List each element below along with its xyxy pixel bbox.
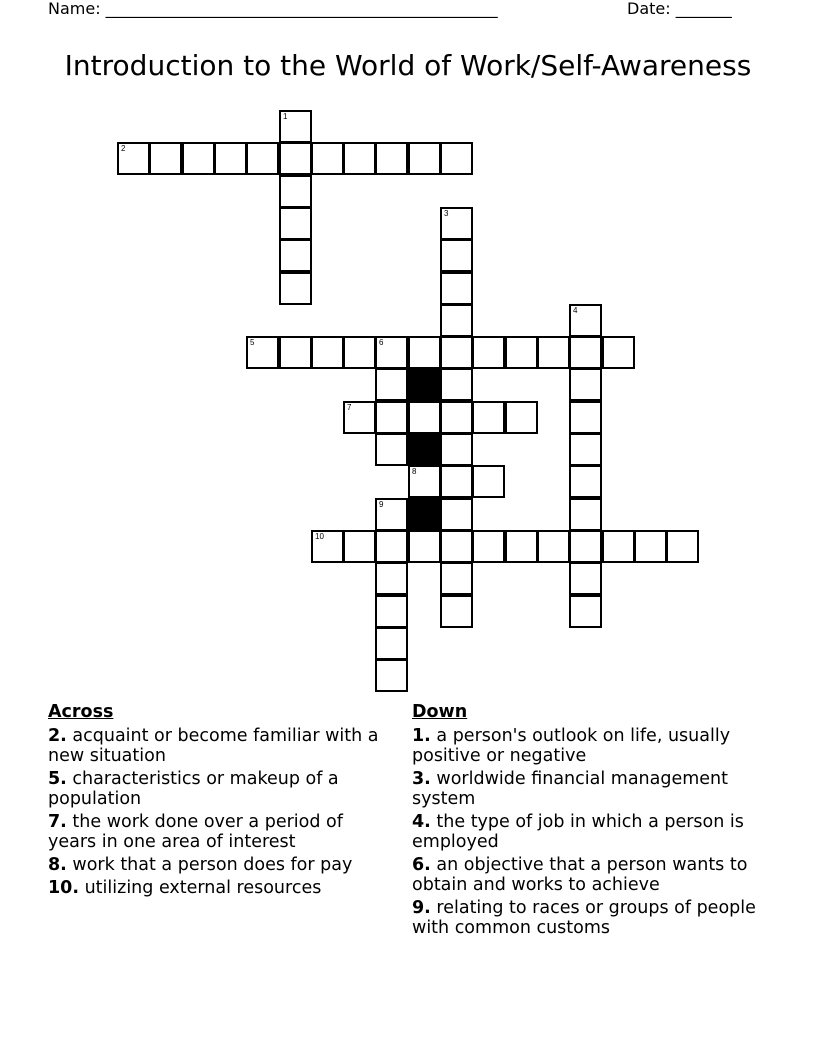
grid-cell[interactable] [440, 336, 473, 369]
across-heading: Across [48, 702, 114, 722]
clue-number: 10. [48, 878, 80, 898]
clue-text: relating to races or groups of people with common customs [412, 898, 756, 938]
grid-cell[interactable] [408, 142, 441, 175]
clue-text: an objective that a person wants to obtain and works to achieve [412, 855, 748, 895]
grid-cell[interactable] [472, 465, 505, 498]
grid-cell[interactable] [279, 175, 312, 208]
grid-cell[interactable] [408, 465, 441, 498]
grid-cell[interactable] [569, 336, 602, 369]
grid-cell[interactable] [505, 336, 538, 369]
clue-number-label: 7 [347, 403, 352, 412]
grid-cell[interactable] [375, 368, 408, 401]
grid-cell[interactable] [311, 142, 344, 175]
grid-cell[interactable] [472, 530, 505, 563]
down-clue [412, 855, 757, 895]
grid-cell[interactable] [343, 142, 376, 175]
across-clue [48, 855, 393, 875]
grid-cell[interactable] [440, 142, 473, 175]
clue-number-label: 3 [444, 209, 449, 218]
grid-cell[interactable] [182, 142, 215, 175]
clue-text: a person's outlook on life, usually positive or negative [412, 726, 731, 766]
grid-cell[interactable] [569, 595, 602, 628]
down-clue [412, 769, 757, 809]
grid-cell[interactable] [505, 401, 538, 434]
grid-cell[interactable] [214, 142, 247, 175]
grid-cell[interactable] [569, 304, 602, 337]
across-clue [48, 878, 393, 898]
grid-cell[interactable] [246, 336, 279, 369]
clue-number: 6. [412, 855, 431, 875]
grid-cell[interactable] [666, 530, 699, 563]
clue-text: characteristics or makeup of a population [48, 769, 339, 809]
down-clues [412, 702, 757, 941]
clue-number: 4. [412, 812, 431, 832]
clue-text: the work done over a period of years in one area of interest [48, 812, 343, 852]
grid-cell[interactable] [343, 336, 376, 369]
clue-number: 1. [412, 726, 431, 746]
grid-cell[interactable] [279, 110, 312, 143]
down-heading: Down [412, 702, 468, 722]
grid-cell[interactable] [408, 401, 441, 434]
clue-number: 8. [48, 855, 67, 875]
grid-cell[interactable] [440, 272, 473, 305]
grid-cell[interactable] [375, 659, 408, 692]
grid-cell[interactable] [408, 336, 441, 369]
name-field-label: Name: _________________________________________________ [48, 0, 498, 18]
grid-cell[interactable] [375, 433, 408, 466]
clue-number: 2. [48, 726, 67, 746]
grid-block-cell [408, 368, 441, 401]
clue-number: 7. [48, 812, 67, 832]
grid-cell[interactable] [279, 336, 312, 369]
clue-number: 5. [48, 769, 67, 789]
grid-cell[interactable] [440, 401, 473, 434]
grid-cell[interactable] [246, 142, 279, 175]
clue-number: 9. [412, 898, 431, 918]
grid-cell[interactable] [440, 433, 473, 466]
grid-cell[interactable] [408, 530, 441, 563]
across-clue [48, 812, 393, 852]
clue-text: work that a person does for pay [72, 855, 353, 875]
clue-number-label: 5 [250, 338, 255, 347]
grid-cell[interactable] [440, 207, 473, 240]
grid-cell[interactable] [440, 498, 473, 531]
grid-cell[interactable] [537, 530, 570, 563]
clue-number-label: 10 [315, 532, 324, 541]
grid-cell[interactable] [569, 530, 602, 563]
grid-cell[interactable] [343, 401, 376, 434]
grid-cell[interactable] [472, 401, 505, 434]
grid-cell[interactable] [602, 336, 635, 369]
across-clues [48, 702, 393, 901]
clue-number: 3. [412, 769, 431, 789]
clue-number-label: 9 [379, 500, 384, 509]
grid-cell[interactable] [375, 530, 408, 563]
grid-cell[interactable] [634, 530, 667, 563]
grid-cell[interactable] [117, 142, 150, 175]
grid-cell[interactable] [375, 627, 408, 660]
grid-cell[interactable] [311, 336, 344, 369]
grid-cell[interactable] [375, 401, 408, 434]
date-field-label: Date: _______ [627, 0, 732, 18]
grid-cell[interactable] [440, 304, 473, 337]
grid-cell[interactable] [279, 272, 312, 305]
clue-text: utilizing external resources [84, 878, 322, 898]
grid-cell[interactable] [311, 530, 344, 563]
grid-cell[interactable] [569, 498, 602, 531]
grid-cell[interactable] [375, 142, 408, 175]
grid-cell[interactable] [375, 595, 408, 628]
puzzle-title: Introduction to the World of Work/Self-Awareness [64, 49, 752, 82]
down-clue [412, 898, 757, 938]
grid-cell[interactable] [569, 401, 602, 434]
clue-text: worldwide financial management system [412, 769, 728, 809]
grid-cell[interactable] [472, 336, 505, 369]
grid-cell[interactable] [279, 142, 312, 175]
grid-cell[interactable] [569, 562, 602, 595]
grid-cell[interactable] [440, 595, 473, 628]
grid-cell[interactable] [375, 562, 408, 595]
grid-cell[interactable] [505, 530, 538, 563]
grid-cell[interactable] [343, 530, 376, 563]
clue-number-label: 4 [573, 306, 578, 315]
grid-cell[interactable] [440, 368, 473, 401]
grid-cell[interactable] [602, 530, 635, 563]
grid-cell[interactable] [279, 207, 312, 240]
grid-cell[interactable] [440, 530, 473, 563]
grid-cell[interactable] [440, 465, 473, 498]
grid-block-cell [408, 433, 441, 466]
grid-block-cell [408, 498, 441, 531]
across-clue [48, 726, 393, 766]
down-clue [412, 726, 757, 766]
across-clue [48, 769, 393, 809]
clue-number-label: 2 [121, 144, 126, 153]
grid-cell[interactable] [569, 433, 602, 466]
grid-cell[interactable] [149, 142, 182, 175]
clue-number-label: 1 [283, 112, 288, 121]
grid-cell[interactable] [440, 239, 473, 272]
grid-cell[interactable] [569, 368, 602, 401]
grid-cell[interactable] [440, 562, 473, 595]
grid-cell[interactable] [569, 465, 602, 498]
clue-text: acquaint or become familiar with a new situation [48, 726, 379, 766]
clue-number-label: 8 [412, 467, 417, 476]
grid-cell[interactable] [279, 239, 312, 272]
grid-cell[interactable] [375, 336, 408, 369]
clue-number-label: 6 [379, 338, 384, 347]
clue-text: the type of job in which a person is employed [412, 812, 744, 852]
down-clue [412, 812, 757, 852]
grid-cell[interactable] [375, 498, 408, 531]
grid-cell[interactable] [537, 336, 570, 369]
